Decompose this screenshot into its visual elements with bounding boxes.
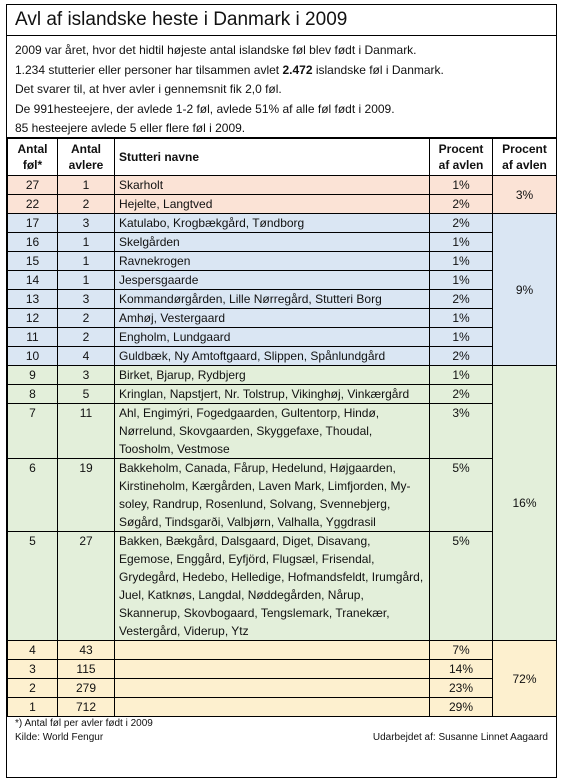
breeders-cell: 3 <box>58 366 115 385</box>
pct-cell: 2% <box>430 385 493 404</box>
table-row <box>8 176 557 195</box>
foals-cell: 2 <box>8 679 58 698</box>
breeders-cell: 115 <box>58 660 115 679</box>
foals-cell: 7 <box>8 404 58 459</box>
breeders-cell: 1 <box>58 271 115 290</box>
pct-cell: 2% <box>430 290 493 309</box>
breeders-cell: 43 <box>58 641 115 660</box>
header-row <box>8 139 557 176</box>
intro-line-2-start: 1.234 stutterier eller personer har tilsammen avlet <box>15 62 283 77</box>
report-frame <box>6 4 557 778</box>
pct-cell: 2% <box>430 214 493 233</box>
pct-cell: 2% <box>430 195 493 214</box>
breeders-cell: 2 <box>58 309 115 328</box>
pct-cell: 7% <box>430 641 493 660</box>
foals-cell: 14 <box>8 271 58 290</box>
intro-text <box>7 36 556 138</box>
table-row <box>8 252 557 271</box>
table-row <box>8 366 557 385</box>
table-row <box>8 328 557 347</box>
table-row <box>8 532 557 641</box>
foals-cell: 1 <box>8 698 58 717</box>
pct-cell: 5% <box>430 532 493 641</box>
intro-line-3: Det svarer til, at hver avler i gennemsnit fik 2,0 føl. <box>15 82 282 96</box>
page-title: Avl af islandske heste i Danmark i 2009 <box>7 5 556 36</box>
foals-cell: 9 <box>8 366 58 385</box>
header-group-pct: Procent af avlen <box>493 139 557 176</box>
names-cell: Katulabo, Krogbækgård, Tøndborg <box>115 214 430 233</box>
pct-cell: 14% <box>430 660 493 679</box>
intro-line-4: De 991hesteejere, der avlede 1-2 føl, avlede 51% af alle føl født i 2009. <box>15 101 395 116</box>
pct-cell: 1% <box>430 328 493 347</box>
pct-cell: 2% <box>430 347 493 366</box>
breeders-cell: 27 <box>58 532 115 641</box>
breeders-cell: 5 <box>58 385 115 404</box>
foals-cell: 4 <box>8 641 58 660</box>
total-foals-value: 2.472 <box>282 62 313 77</box>
breeders-cell: 11 <box>58 404 115 459</box>
pct-cell: 1% <box>430 176 493 195</box>
breeders-cell: 1 <box>58 252 115 271</box>
table-row <box>8 195 557 214</box>
table-row <box>8 698 557 717</box>
table-row <box>8 290 557 309</box>
foals-cell: 16 <box>8 233 58 252</box>
table-row <box>8 679 557 698</box>
foals-cell: 12 <box>8 309 58 328</box>
foals-cell: 15 <box>8 252 58 271</box>
breeders-cell: 279 <box>58 679 115 698</box>
table-row <box>8 404 557 459</box>
names-cell: Engholm, Lundgaard <box>115 328 430 347</box>
footnote-line <box>7 717 556 731</box>
names-cell <box>115 698 430 717</box>
group-pct-cell: 16% <box>493 366 557 641</box>
names-cell: Hejelte, Langtved <box>115 195 430 214</box>
group-pct-cell: 9% <box>493 214 557 366</box>
foals-cell: 10 <box>8 347 58 366</box>
intro-line-5: 85 hesteejere avlede 5 eller flere føl i 2009. <box>15 121 246 135</box>
names-cell: Skelgården <box>115 233 430 252</box>
breeding-table <box>7 138 557 717</box>
group-pct-cell: 3% <box>493 176 557 214</box>
table-row <box>8 233 557 252</box>
names-cell: Amhøj, Vestergaard <box>115 309 430 328</box>
header-breeders: Antal avlere <box>58 139 115 176</box>
foals-cell: 8 <box>8 385 58 404</box>
table-row <box>8 271 557 290</box>
group-pct-cell: 72% <box>493 641 557 717</box>
author-credit: Udarbejdet af: Susanne Linnet Aagaard <box>372 732 548 743</box>
table-row <box>8 459 557 532</box>
pct-cell: 1% <box>430 366 493 385</box>
pct-cell: 5% <box>430 459 493 532</box>
intro-line-2-end: islandske føl i Danmark. <box>312 62 444 77</box>
breeders-cell: 1 <box>58 176 115 195</box>
pct-cell: 1% <box>430 271 493 290</box>
header-names: Stutteri navne <box>115 139 430 176</box>
breeders-cell: 2 <box>58 328 115 347</box>
names-cell: Skarholt <box>115 176 430 195</box>
breeders-cell: 2 <box>58 195 115 214</box>
foals-cell: 27 <box>8 176 58 195</box>
credits-line <box>7 731 556 745</box>
pct-cell: 1% <box>430 252 493 271</box>
breeders-cell: 3 <box>58 290 115 309</box>
table-row <box>8 309 557 328</box>
names-cell <box>115 641 430 660</box>
foals-cell: 22 <box>8 195 58 214</box>
foals-cell: 3 <box>8 660 58 679</box>
breeders-cell: 3 <box>58 214 115 233</box>
names-cell: Ravnekrogen <box>115 252 430 271</box>
foals-cell: 5 <box>8 532 58 641</box>
pct-cell: 29% <box>430 698 493 717</box>
names-cell: Jespersgaarde <box>115 271 430 290</box>
names-cell: Bakkeholm, Canada, Fårup, Hedelund, Højgaarden, Kirstineholm, Kærgården, Laven Mark, Limfjorden, My-soley, Randrup, Rosenlund, Solvang, Svennebjerg, Søgård, Tindsgarði, Valbjørn, Valhalla, Yggdrasil <box>115 459 430 532</box>
intro-line-2 <box>15 61 548 81</box>
intro-line-1: 2009 var året, hvor det hidtil højeste antal islandske føl blev født i Danmark. <box>15 43 417 57</box>
names-cell: Kommandørgården, Lille Nørregård, Stutteri Borg <box>115 290 430 309</box>
header-foals: Antal føl* <box>8 139 58 176</box>
breeders-cell: 4 <box>58 347 115 366</box>
breeders-cell: 1 <box>58 233 115 252</box>
names-cell: Birket, Bjarup, Rydbjerg <box>115 366 430 385</box>
table-row <box>8 214 557 233</box>
table-body <box>8 176 557 717</box>
foals-cell: 6 <box>8 459 58 532</box>
breeders-cell: 19 <box>58 459 115 532</box>
foals-cell: 13 <box>8 290 58 309</box>
names-cell: Ahl, Engimýri, Fogedgaarden, Gultentorp, Hindø, Nørrelund, Skovgaarden, Skyggefaxe, Thoudal, Toosholm, Vestmose <box>115 404 430 459</box>
header-pct: Procent af avlen <box>430 139 493 176</box>
table-row <box>8 385 557 404</box>
foals-cell: 17 <box>8 214 58 233</box>
names-cell: Kringlan, Napstjert, Nr. Tolstrup, Vikinghøj, Vinkærgård <box>115 385 430 404</box>
names-cell <box>115 679 430 698</box>
footnote: *) Antal føl per avler født i 2009 <box>15 718 153 729</box>
table-row <box>8 347 557 366</box>
pct-cell: 1% <box>430 233 493 252</box>
table-row <box>8 641 557 660</box>
names-cell: Bakken, Bækgård, Dalsgaard, Diget, Disavang, Egemose, Enggård, Eyfjörd, Flugsæl, Frisendal, Grydegård, Hedebo, Helledige, Hofmandsfeldt, Irumgård, Juel, Katknøs, Langdal, Nøddegården, Nårup, Skannerup, Skovbogaard, Tengslemark, Tranekær, Vestergård, Viderup, Ytz <box>115 532 430 641</box>
names-cell <box>115 660 430 679</box>
pct-cell: 23% <box>430 679 493 698</box>
pct-cell: 3% <box>430 404 493 459</box>
names-cell: Guldbæk, Ny Amtoftgaard, Slippen, Spånlundgård <box>115 347 430 366</box>
source-credit: Kilde: World Fengur <box>15 732 104 743</box>
foals-cell: 11 <box>8 328 58 347</box>
breeders-cell: 712 <box>58 698 115 717</box>
table-row <box>8 660 557 679</box>
pct-cell: 1% <box>430 309 493 328</box>
